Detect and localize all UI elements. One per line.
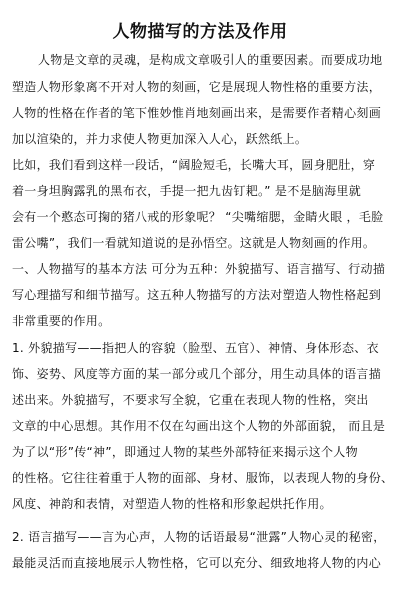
paragraph-line-11: 非常重要的作用。 (12, 314, 111, 328)
paragraph-line-9: 一、人物描写的基本方法 可分为五种：外貌描写、语言描写、行动描 (12, 262, 386, 276)
paragraph-line-19: 2. 语言描写——言为心声，人物的话语最易“泄露”人物心灵的秘密， (12, 530, 386, 544)
paragraph-line-10: 写心理描写和细节描写。这五种人物描写的方法对塑造人物性格起到 (12, 288, 382, 302)
paragraph-line-7: 会有一个憨态可掬的猪八戒的形象呢？ “尖嘴缩腮，金睛火眼 ，毛脸 (12, 210, 384, 224)
paragraph-line-8: 雷公嘴”，我们一看就知道说的是孙悟空。这就是人物刻画的作用。 (12, 236, 376, 250)
paragraph-line-3: 人物的性格在作者的笔下惟妙惟肖地刻画出来，是需要作者精心刻画 (12, 106, 382, 120)
paragraph-line-14: 述出来。外貌描写，不要求写全貌，它重在表现人物的性格，突出 (12, 393, 369, 407)
paragraph-line-20: 最能灵活而直接地展示人物性格，它可以充分、细致地将人物的内心 (12, 556, 382, 570)
paragraph-line-16: 为了以“形”传“神”，即通过人物的某些外部特征来揭示这个人物 (12, 445, 358, 459)
paragraph-line-12: 1. 外貌描写——指把人的容貌（脸型、五官）、神情、身体形态、衣 (12, 341, 379, 355)
paragraph-line-2: 塑造人物形象离不开对人物的刻画，它是展现人物性格的重要方法， (12, 80, 382, 94)
paragraph-line-4: 加以渲染的，并力求使人物更加深入人心，跃然纸上。 (12, 132, 308, 146)
paragraph-line-13: 饰、姿势、风度等方面的某一部分或几个部分，用生动具体的语言描 (12, 367, 382, 381)
paragraph-line-5: 比如，我们看到这样一段话，“阔脸短毛，长嘴大耳，圆身肥肚，穿 (12, 158, 376, 172)
page-title: 人物描写的方法及作用 (112, 22, 288, 42)
paragraph-line-17: 的性格。它往往着重于人物的面部、身材、服饰，以表现人物的身份、 (12, 471, 394, 485)
paragraph-line-1: 人物是文章的灵魂，是构成文章吸引人的重要因素。而要成功地 (38, 53, 383, 67)
paragraph-line-15: 文章的中心思想。其作用不仅在勾画出这个人物的外部面貌， 而且是 (12, 419, 386, 433)
paragraph-line-6: 着一身坦胸露乳的黑布衣，手提一把九齿钉耙。” 是不是脑海里就 (12, 184, 362, 198)
paragraph-line-18: 风度、神韵和表情，对塑造人物的性格和形象起烘托作用。 (12, 497, 332, 511)
